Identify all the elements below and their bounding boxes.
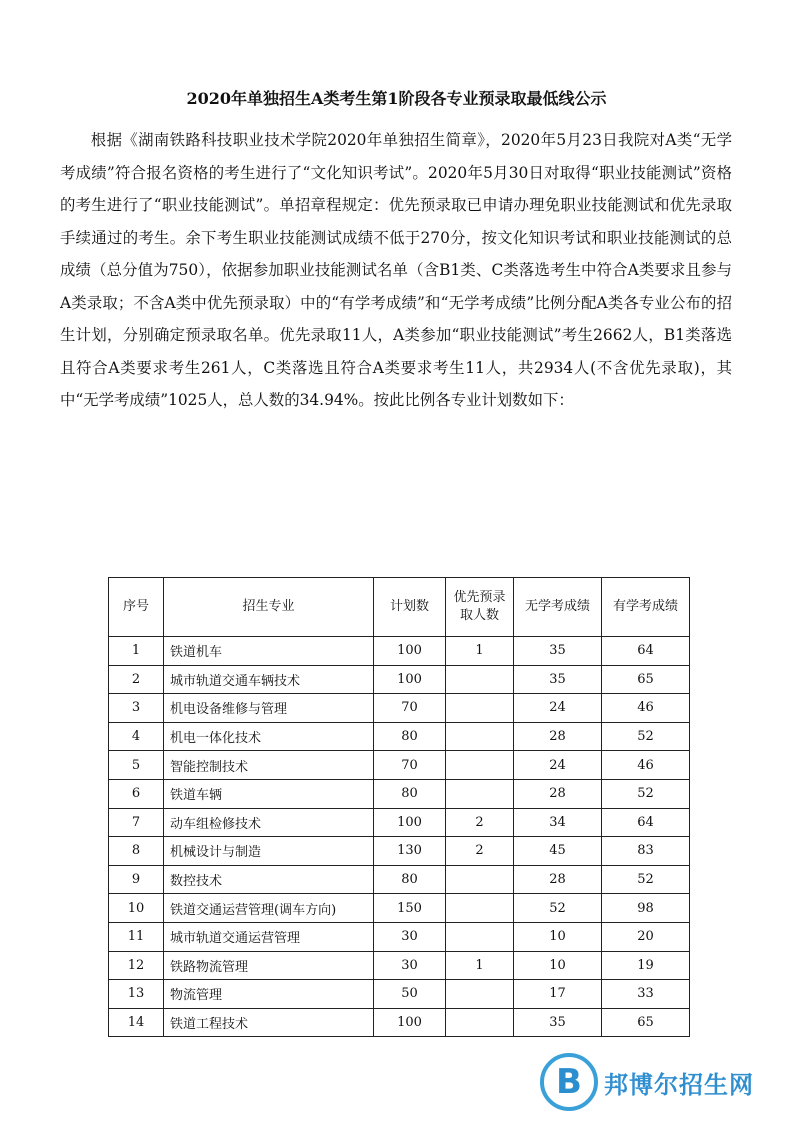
header-with-score: 有学考成绩 (602, 578, 690, 637)
cell-priority: 2 (446, 808, 514, 837)
cell-index: 13 (109, 980, 164, 1009)
cell-no-score: 28 (514, 722, 602, 751)
quota-table (108, 577, 690, 1037)
cell-priority (446, 1008, 514, 1037)
cell-no-score: 10 (514, 922, 602, 951)
cell-no-score: 28 (514, 865, 602, 894)
cell-no-score: 35 (514, 665, 602, 694)
cell-plan: 80 (374, 865, 446, 894)
watermark-text: 邦博尔招生网 (604, 1070, 754, 1099)
cell-major: 城市轨道交通运营管理 (164, 922, 374, 951)
cell-no-score: 52 (514, 894, 602, 923)
cell-plan: 100 (374, 637, 446, 666)
cell-index: 2 (109, 665, 164, 694)
cell-plan: 70 (374, 694, 446, 723)
table-row (109, 722, 690, 751)
table-row (109, 922, 690, 951)
cell-with-score: 65 (602, 665, 690, 694)
cell-priority (446, 865, 514, 894)
table-row (109, 837, 690, 866)
cell-with-score: 33 (602, 980, 690, 1009)
cell-index: 6 (109, 779, 164, 808)
cell-major: 铁道车辆 (164, 779, 374, 808)
cell-priority (446, 665, 514, 694)
table-row (109, 865, 690, 894)
cell-major: 物流管理 (164, 980, 374, 1009)
cell-plan: 80 (374, 722, 446, 751)
cell-with-score: 52 (602, 865, 690, 894)
cell-no-score: 17 (514, 980, 602, 1009)
table-row (109, 951, 690, 980)
cell-index: 8 (109, 837, 164, 866)
cell-major: 机电设备维修与管理 (164, 694, 374, 723)
cell-plan: 100 (374, 665, 446, 694)
table-row (109, 1008, 690, 1037)
cell-index: 5 (109, 751, 164, 780)
cell-no-score: 35 (514, 637, 602, 666)
cell-index: 11 (109, 922, 164, 951)
cell-with-score: 64 (602, 637, 690, 666)
cell-priority: 1 (446, 951, 514, 980)
header-no-score: 无学考成绩 (514, 578, 602, 637)
cell-with-score: 83 (602, 837, 690, 866)
cell-major: 智能控制技术 (164, 751, 374, 780)
cell-major: 城市轨道交通车辆技术 (164, 665, 374, 694)
cell-plan: 150 (374, 894, 446, 923)
cell-priority (446, 922, 514, 951)
header-major: 招生专业 (164, 578, 374, 637)
cell-major: 数控技术 (164, 865, 374, 894)
cell-with-score: 65 (602, 1008, 690, 1037)
cell-no-score: 24 (514, 694, 602, 723)
cell-index: 1 (109, 637, 164, 666)
cell-priority: 2 (446, 837, 514, 866)
cell-major: 机械设计与制造 (164, 837, 374, 866)
cell-no-score: 45 (514, 837, 602, 866)
cell-plan: 80 (374, 779, 446, 808)
table-header-row (109, 578, 690, 637)
logo-icon: B (540, 1053, 598, 1111)
table-row (109, 980, 690, 1009)
header-priority: 优先预录取人数 (446, 578, 514, 637)
page-title: 2020年单独招生A类考生第1阶段各专业预录取最低线公示 (186, 89, 607, 108)
cell-major: 铁道机车 (164, 637, 374, 666)
cell-index: 3 (109, 694, 164, 723)
cell-with-score: 19 (602, 951, 690, 980)
cell-priority (446, 722, 514, 751)
cell-with-score: 20 (602, 922, 690, 951)
cell-index: 4 (109, 722, 164, 751)
cell-with-score: 64 (602, 808, 690, 837)
cell-plan: 30 (374, 951, 446, 980)
table-row (109, 894, 690, 923)
body-paragraph: 根据《湖南铁路科技职业技术学院2020年单独招生简章》，2020年5月23日我院对A类“无学考成绩”符合报名资格的考生进行了“文化知识考试”。2020年5月30日对取得“职业技能测试”资格的考生进行了“职业技能测试”。单招章程规定：优先预录取已申请办理免职业技能测试和优先录取手续通过的考生。余下考生职业技能测试成绩不低于270分，按文化知识考试和职业技能测试的总成绩（总分值为750），依据参加职业技能测试名单（含B1类、C类落选考生中符合A类要求且参与A类录取；不含A类中优先预录取）中的“有学考成绩”和“无学考成绩”比例分配A类各专业公布的招生计划，分别确定预录取名单。优先录取11人，A类参加“职业技能测试”考生2662人，B1类落选且符合A类要求考生261人，C类落选且符合A类要求考生11人，共2934人(不含优先录取)，其中“无学考成绩”1025人，总人数的34.94%。按此比例各专业计划数如下： (60, 131, 732, 409)
cell-index: 12 (109, 951, 164, 980)
cell-major: 铁道交通运营管理(调车方向) (164, 894, 374, 923)
cell-index: 14 (109, 1008, 164, 1037)
watermark (540, 1050, 785, 1114)
table-row (109, 779, 690, 808)
table-body (109, 637, 690, 1037)
cell-priority (446, 751, 514, 780)
cell-no-score: 34 (514, 808, 602, 837)
table-row (109, 694, 690, 723)
cell-priority (446, 779, 514, 808)
table-row (109, 808, 690, 837)
cell-with-score: 46 (602, 694, 690, 723)
cell-no-score: 35 (514, 1008, 602, 1037)
cell-priority: 1 (446, 637, 514, 666)
cell-priority (446, 980, 514, 1009)
cell-major: 机电一体化技术 (164, 722, 374, 751)
cell-plan: 70 (374, 751, 446, 780)
cell-plan: 130 (374, 837, 446, 866)
cell-plan: 100 (374, 808, 446, 837)
cell-major: 铁道工程技术 (164, 1008, 374, 1037)
cell-with-score: 52 (602, 722, 690, 751)
header-index: 序号 (109, 578, 164, 637)
cell-with-score: 52 (602, 779, 690, 808)
cell-plan: 100 (374, 1008, 446, 1037)
cell-priority (446, 894, 514, 923)
cell-index: 7 (109, 808, 164, 837)
table-row (109, 751, 690, 780)
cell-plan: 50 (374, 980, 446, 1009)
cell-major: 铁路物流管理 (164, 951, 374, 980)
cell-no-score: 24 (514, 751, 602, 780)
table-row (109, 665, 690, 694)
header-plan: 计划数 (374, 578, 446, 637)
cell-with-score: 98 (602, 894, 690, 923)
cell-major: 动车组检修技术 (164, 808, 374, 837)
cell-plan: 30 (374, 922, 446, 951)
cell-index: 9 (109, 865, 164, 894)
cell-priority (446, 694, 514, 723)
table-row (109, 637, 690, 666)
cell-index: 10 (109, 894, 164, 923)
cell-no-score: 28 (514, 779, 602, 808)
cell-no-score: 10 (514, 951, 602, 980)
cell-with-score: 46 (602, 751, 690, 780)
